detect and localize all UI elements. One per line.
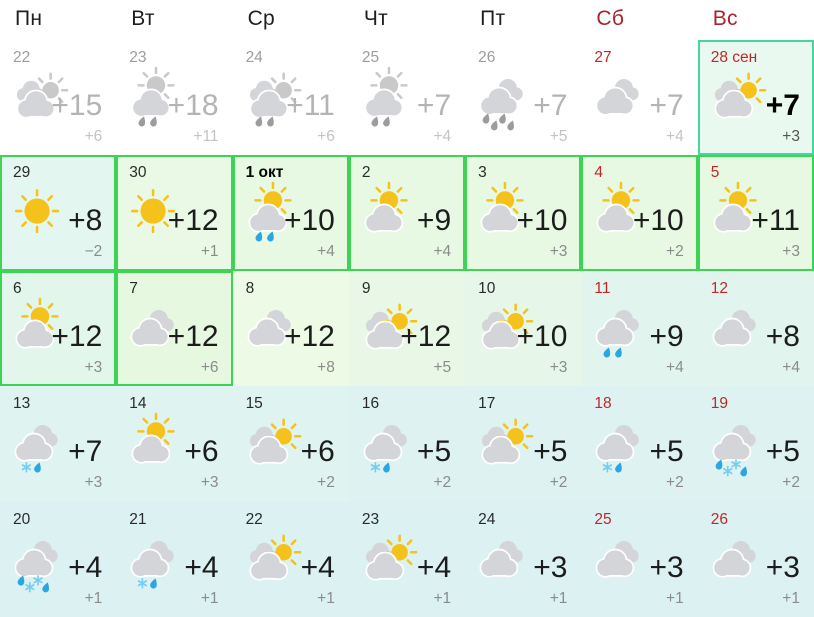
day-cell[interactable]	[698, 502, 814, 617]
day-temp: +7	[765, 89, 800, 122]
date-label: 6	[13, 279, 22, 297]
day-cell[interactable]	[0, 502, 116, 617]
day-temp: +4	[184, 550, 219, 584]
day-temp: +7	[416, 89, 452, 122]
sun-cloud-icon	[357, 181, 419, 245]
day-cell[interactable]	[581, 386, 697, 501]
night-temp: +2	[666, 474, 684, 492]
weekday-header: Вт	[131, 7, 155, 30]
night-temp: +5	[549, 128, 568, 145]
day-temp: +15	[51, 89, 103, 122]
night-temp: +1	[200, 243, 219, 261]
date-label: 19	[710, 395, 728, 413]
date-label: 5	[710, 164, 720, 182]
day-temp: +5	[649, 435, 684, 469]
night-temp: +3	[782, 243, 800, 261]
date-label: 7	[129, 279, 138, 297]
day-temp: +10	[283, 204, 335, 238]
day-temp: +7	[649, 89, 684, 122]
day-cell[interactable]	[116, 40, 232, 155]
day-temp: +9	[649, 319, 684, 353]
date-label: 2	[361, 164, 371, 182]
night-temp: +11	[193, 128, 219, 145]
day-temp: +3	[765, 550, 800, 584]
day-cell[interactable]	[349, 386, 465, 501]
day-cell[interactable]	[581, 155, 697, 270]
clouds-icon	[473, 528, 535, 592]
day-temp: +11	[286, 89, 335, 122]
day-cell[interactable]	[698, 386, 814, 501]
sun-clouds-icon	[473, 412, 535, 476]
day-temp: +8	[765, 319, 800, 353]
date-label: 13	[13, 395, 31, 413]
date-label: 18	[594, 395, 612, 413]
day-cell[interactable]	[0, 155, 116, 270]
date-label: 15	[245, 395, 263, 413]
day-temp: +4	[416, 550, 452, 584]
night-temp: +2	[666, 243, 684, 261]
sun-icon	[8, 181, 70, 245]
day-cell[interactable]	[0, 271, 116, 386]
night-temp: +8	[317, 358, 335, 376]
day-temp: +12	[167, 204, 219, 238]
clouds-icon	[706, 528, 768, 592]
clouds-icon	[589, 66, 651, 130]
date-label: 11	[594, 279, 611, 297]
date-label: 23	[129, 49, 147, 66]
night-temp: +2	[433, 474, 452, 492]
date-label: 16	[361, 395, 380, 413]
day-temp: +6	[300, 435, 335, 469]
day-temp: +10	[516, 204, 568, 238]
night-temp: +2	[317, 474, 335, 492]
night-temp: +4	[666, 358, 684, 376]
night-temp: +1	[200, 589, 219, 607]
night-temp: +2	[782, 474, 800, 492]
day-temp: +9	[416, 204, 452, 238]
day-cell[interactable]	[116, 155, 232, 270]
date-label: 20	[13, 510, 31, 528]
date-label: 26	[710, 510, 728, 528]
day-cell[interactable]	[581, 40, 697, 155]
clouds-precip-icon	[8, 528, 70, 592]
night-temp: +1	[782, 589, 800, 607]
day-cell[interactable]	[349, 155, 465, 270]
sun-clouds-icon	[241, 528, 303, 592]
night-temp: −2	[84, 243, 103, 261]
date-label: 14	[129, 395, 147, 413]
date-label: 22	[13, 49, 31, 66]
date-label: 12	[710, 279, 728, 297]
day-cell[interactable]	[581, 271, 697, 386]
clouds-precip-icon	[8, 412, 70, 476]
night-temp: +1	[666, 589, 684, 607]
sun-cloud-icon	[124, 412, 186, 476]
sun-clouds-icon	[706, 66, 768, 130]
day-temp: +5	[533, 435, 568, 469]
date-label: 24	[245, 49, 263, 66]
clouds-precip-icon	[589, 412, 651, 476]
date-label: 26	[478, 49, 496, 66]
date-label: 9	[361, 279, 371, 297]
weekday-header: Ср	[247, 7, 276, 30]
day-cell[interactable]	[698, 271, 814, 386]
night-temp: +5	[433, 358, 452, 376]
clouds-icon	[706, 297, 768, 361]
day-cell[interactable]	[465, 271, 581, 386]
day-temp: +18	[167, 89, 219, 122]
night-temp: +4	[433, 243, 452, 261]
date-label: 28 сен	[710, 49, 758, 66]
day-cell[interactable]	[349, 40, 465, 155]
date-label: 22	[245, 510, 263, 528]
day-cell[interactable]	[0, 40, 116, 155]
night-temp: +6	[84, 128, 103, 145]
day-cell[interactable]	[0, 386, 116, 501]
night-temp: +3	[549, 358, 568, 376]
night-temp: +6	[200, 358, 219, 376]
day-temp: +6	[184, 435, 219, 469]
night-temp: +1	[549, 589, 568, 607]
day-cell[interactable]	[698, 40, 814, 155]
night-temp: +1	[84, 589, 103, 607]
weekday-header: Пн	[15, 7, 43, 30]
clouds-precip-icon	[473, 66, 535, 130]
weekday-header: Чт	[363, 7, 389, 30]
date-label: 24	[478, 510, 496, 528]
night-temp: +3	[84, 358, 103, 376]
date-label: 21	[129, 510, 147, 528]
day-cell[interactable]	[233, 155, 349, 270]
night-temp: +1	[433, 589, 452, 607]
date-label: 3	[478, 164, 487, 182]
day-cell[interactable]	[465, 502, 581, 617]
day-temp: +12	[283, 319, 335, 353]
night-temp: +3	[549, 243, 568, 261]
sun-clouds-icon	[357, 528, 419, 592]
day-temp: +8	[68, 204, 103, 238]
day-cell[interactable]	[698, 155, 814, 270]
clouds-icon	[589, 528, 651, 592]
date-label: 30	[129, 164, 147, 182]
day-temp: +11	[751, 204, 800, 238]
date-label: 4	[594, 164, 604, 182]
weekday-header: Пт	[480, 7, 506, 30]
date-label: 29	[13, 164, 31, 182]
date-label: 25	[594, 510, 612, 528]
night-temp: +4	[782, 358, 800, 376]
date-label: 1 окт	[245, 164, 284, 182]
day-temp: +5	[416, 435, 452, 469]
night-temp: +4	[433, 128, 452, 145]
day-temp: +3	[649, 550, 684, 584]
date-label: 23	[361, 510, 380, 528]
day-temp: +10	[632, 204, 684, 238]
day-cell[interactable]	[465, 386, 581, 501]
clouds-precip-icon	[706, 412, 768, 476]
day-cell[interactable]	[233, 502, 349, 617]
night-temp: +3	[84, 474, 103, 492]
day-temp: +7	[533, 89, 568, 122]
weekday-header: Сб	[596, 7, 625, 30]
day-cell[interactable]	[465, 40, 581, 155]
sun-cloud-precip-icon	[357, 66, 419, 130]
night-temp: +4	[666, 128, 684, 145]
day-cell[interactable]	[581, 502, 697, 617]
day-temp: +3	[533, 550, 568, 584]
sun-clouds-icon	[241, 412, 303, 476]
clouds-precip-icon	[357, 412, 419, 476]
day-cell[interactable]	[116, 271, 232, 386]
day-temp: +12	[51, 319, 103, 353]
day-cell[interactable]	[233, 386, 349, 501]
weekday-header: Вс	[712, 7, 738, 30]
night-temp: +2	[549, 474, 568, 492]
day-temp: +10	[516, 319, 568, 353]
night-temp: +3	[200, 474, 219, 492]
night-temp: +3	[782, 128, 800, 145]
day-temp: +5	[765, 435, 800, 469]
day-temp: +12	[167, 319, 219, 353]
day-cell[interactable]	[233, 40, 349, 155]
day-cell[interactable]	[233, 271, 349, 386]
day-cell[interactable]	[116, 386, 232, 501]
day-temp: +4	[68, 550, 103, 584]
date-label: 8	[245, 279, 255, 297]
day-cell[interactable]	[349, 502, 465, 617]
date-label: 10	[478, 279, 496, 297]
night-temp: +1	[317, 589, 335, 607]
day-cell[interactable]	[116, 502, 232, 617]
clouds-precip-icon	[589, 297, 651, 361]
day-cell[interactable]	[465, 155, 581, 270]
day-cell[interactable]	[349, 271, 465, 386]
night-temp: +6	[317, 128, 335, 145]
night-temp: +4	[317, 243, 335, 261]
day-temp: +7	[68, 435, 103, 469]
day-temp: +4	[300, 550, 335, 584]
date-label: 25	[361, 49, 380, 66]
day-temp: +12	[400, 319, 452, 353]
date-label: 27	[594, 49, 612, 66]
date-label: 17	[478, 395, 496, 413]
clouds-precip-icon	[124, 528, 186, 592]
